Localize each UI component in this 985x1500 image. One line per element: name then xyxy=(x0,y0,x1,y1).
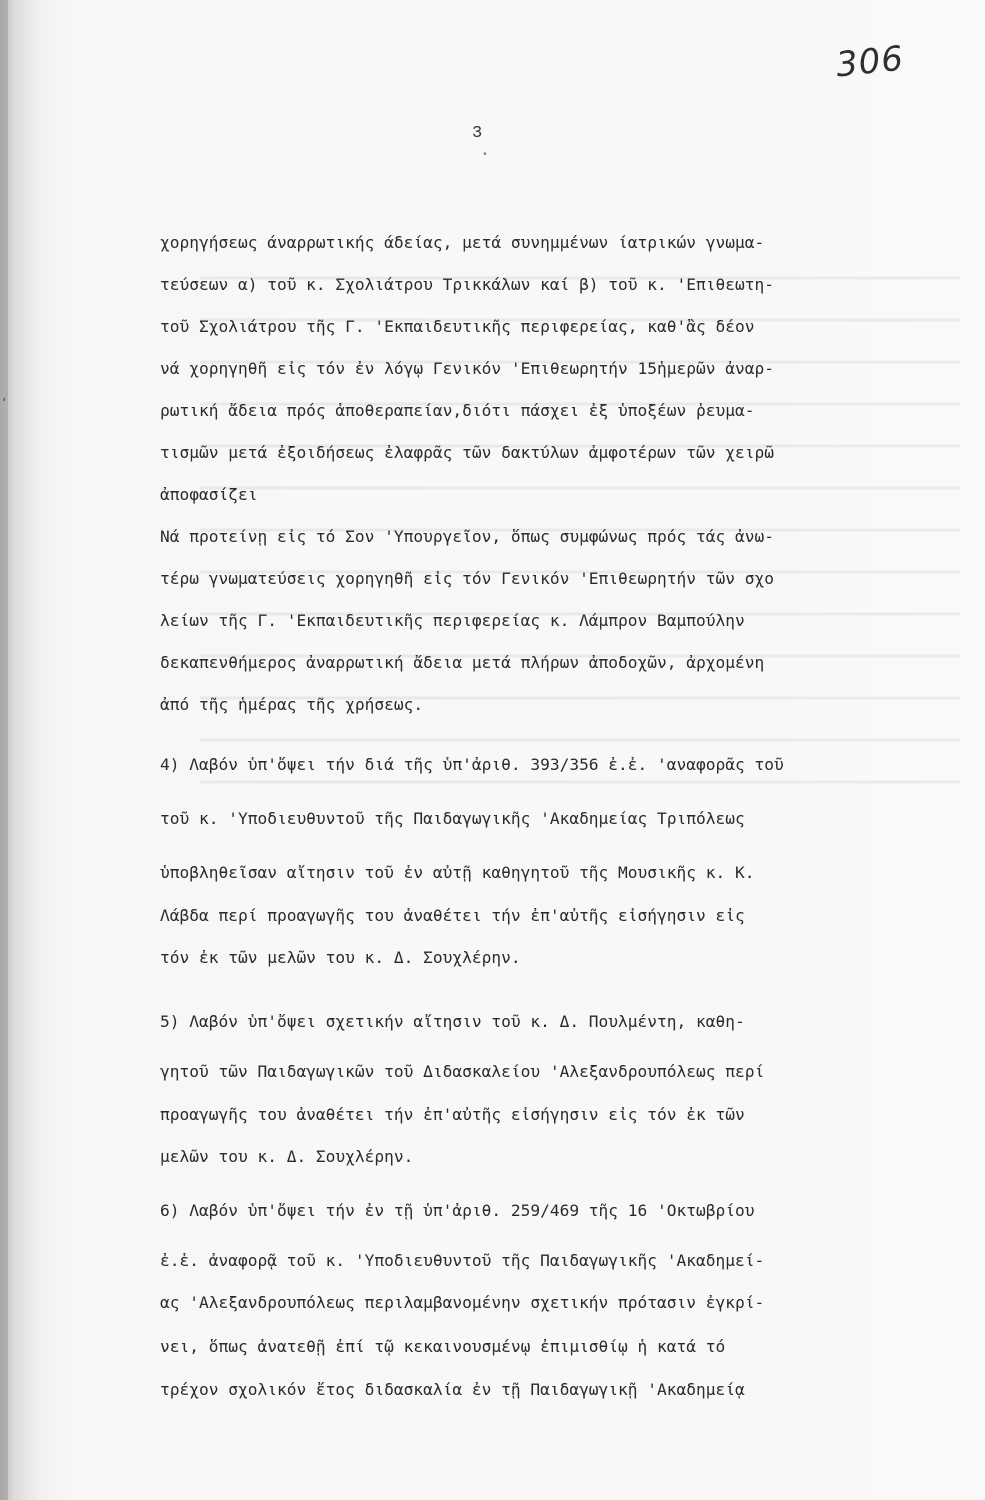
small-dot-mark: • xyxy=(482,149,488,160)
handwritten-page-number: 306 xyxy=(834,38,906,86)
text-line: Λάβδα περί προαγωγῆς του ἀναθέτει τήν ἐπ'αὐτῆς εἰσήγησιν εἰς xyxy=(160,906,745,925)
text-line: 4) Λαβόν ὑπ'ὄψει τήν διά τῆς ὑπ'ἀριθ. 393/356 ἐ.ἐ. 'αναφορᾶς τοῦ xyxy=(160,755,784,774)
text-line: 5) Λαβόν ὑπ'ὄψει σχετικήν αἴτησιν τοῦ κ. Δ. Πουλμέντη, καθη- xyxy=(160,1012,745,1031)
text-line: τέρω γνωματεύσεις χορηγηθῆ εἰς τόν Γενικόν 'Επιθεωρητήν τῶν σχο xyxy=(160,569,774,588)
text-line: ας 'Αλεξανδρουπόλεως περιλαμβανομένην σχετικήν πρότασιν ἐγκρί- xyxy=(160,1293,765,1312)
text-line: τόν ἐκ τῶν μελῶν του κ. Δ. Σουχλέρην. xyxy=(160,948,521,967)
text-line: νά χορηγηθῆ εἰς τόν ἐν λόγῳ Γενικόν 'Επιθεωρητήν 15ἡμερῶν ἀναρ- xyxy=(160,359,774,378)
text-line: δεκαπενθήμερος ἀναρρωτική ἄδεια μετά πλήρων ἀποδοχῶν, ἀρχομένη xyxy=(160,653,765,672)
text-line: ὑποβληθεῖσαν αἴτησιν τοῦ ἐν αὐτῇ καθηγητοῦ τῆς Μουσικῆς κ. Κ. xyxy=(160,863,755,882)
text-line: ἐ.ἐ. ἀναφορᾷ τοῦ κ. 'Υποδιευθυντοῦ τῆς Παιδαγωγικῆς 'Ακαδημεί- xyxy=(160,1251,765,1270)
text-line: τρέχον σχολικόν ἔτος διδασκαλία ἐν τῇ Παιδαγωγικῇ 'Ακαδημείᾳ xyxy=(160,1380,745,1399)
text-line: χορηγήσεως άναρρωτικής άδείας, μετά συνημμένων ίατρικών γνωμα- xyxy=(160,233,765,252)
text-line: ἀποφασίζει xyxy=(160,485,258,504)
text-line: ἀπό τῆς ἡμέρας τῆς χρήσεως. xyxy=(160,695,424,714)
text-line: μελῶν του κ. Δ. Σουχλέρην. xyxy=(160,1147,414,1166)
text-line: 6) Λαβόν ὑπ'ὄψει τήν ἐν τῇ ὑπ'ἀριθ. 259/469 τῆς 16 'Οκτωβρίου xyxy=(160,1201,755,1220)
page-number: 3 xyxy=(472,124,483,143)
text-line: προαγωγῆς του ἀναθέτει τήν ἐπ'αὐτῆς εἰσήγησιν εἰς τόν ἐκ τῶν xyxy=(160,1105,745,1124)
text-line: λείων τῆς Γ. 'Εκπαιδευτικῆς περιφερείας κ. Λάμπρον Βαμπούλην xyxy=(160,611,745,630)
text-line: τεύσεων α) τοῦ κ. Σχολιάτρου Τρικκάλων καί β) τοῦ κ. 'Επιθεωτη- xyxy=(160,275,774,294)
text-line: τοῦ κ. 'Υποδιευθυντοῦ τῆς Παιδαγωγικῆς 'Ακαδημείας Τριπόλεως xyxy=(160,809,745,828)
text-line: τοῦ Σχολιάτρου τῆς Γ. 'Εκπαιδευτικῆς περιφερείας, καθ'ἂς δέον xyxy=(160,317,755,336)
binding-edge xyxy=(0,0,8,1500)
text-line: ρωτική ἄδεια πρός ἀποθεραπείαν,διότι πάσχει ἐξ ὑποξέων ῥευμα- xyxy=(160,401,755,420)
document-body xyxy=(160,228,960,1399)
text-line: Νά προτείνῃ εἰς τό Σον 'Υπουργεῖον, ὅπως συμφώνως πρός τάς ἀνω- xyxy=(160,527,774,546)
text-line: τισμῶν μετά ἐξοιδήσεως ἐλαφρᾶς τῶν δακτύλων ἀμφοτέρων τῶν χειρῶ xyxy=(160,443,774,462)
text-line: γητοῦ τῶν Παιδαγωγικῶν τοῦ Διδασκαλείου 'Αλεξανδρουπόλεως περί xyxy=(160,1062,765,1081)
text-line: νει, ὅπως ἀνατεθῇ ἐπί τῷ κεκαινουσμένῳ ἐπιμισθίῳ ἡ κατά τό xyxy=(160,1337,726,1356)
left-margin-mark: ‘ xyxy=(2,396,7,412)
